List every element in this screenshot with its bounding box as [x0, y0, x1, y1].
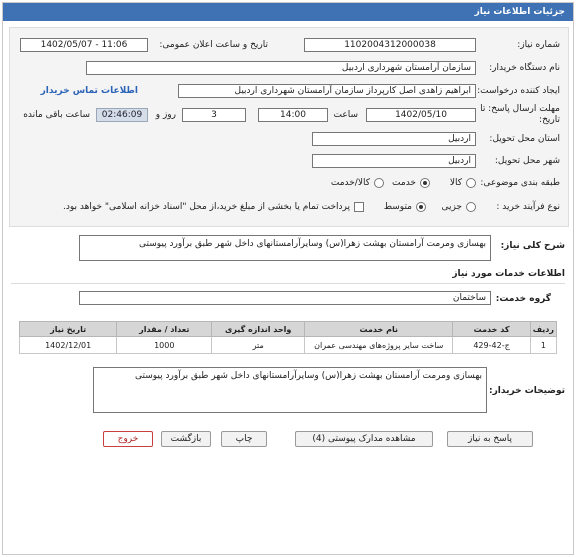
deadline-date-field: 1402/05/10	[366, 108, 476, 122]
category-radio-both[interactable]	[374, 178, 384, 188]
need-details-window	[2, 2, 574, 555]
announce-field: 1402/05/07 - 11:06	[20, 38, 148, 52]
city-field: اردبیل	[312, 154, 476, 168]
category-option-service: خدمت	[392, 178, 416, 188]
buyer-notes-field: بهسازی ومرمت آرامستان بهشت زهرا(س) وسایرآرامستانهای داخل شهر طبق برآورد پیوستی	[93, 367, 487, 413]
need-number-label: شماره نیاز:	[517, 40, 560, 50]
days-field: 3	[182, 108, 246, 122]
column-header-code: کد خدمت	[453, 322, 530, 337]
remaining-time-field: 02:46:09	[96, 108, 148, 122]
summary-label: شرح کلی نیاز:	[500, 241, 565, 251]
treasury-payment-note: پرداخت تمام یا بخشی از مبلغ خرید،از محل "اسناد خزانه اسلامی" خواهد بود.	[62, 202, 350, 212]
days-label: روز و	[155, 110, 176, 120]
services-table-header	[20, 322, 557, 337]
remaining-label: ساعت باقی مانده	[23, 110, 90, 120]
summary-field: بهسازی ومرمت آرامستان بهشت زهرا(س) وسایرآرامستانهای داخل شهر طبق برآورد پیوستی	[79, 235, 491, 261]
buyer-org-field: سازمان آرامستان شهرداری اردبیل	[86, 61, 476, 75]
province-label: استان محل تحویل:	[489, 134, 560, 144]
need-info-panel	[9, 27, 569, 227]
category-option-goods: کالا	[449, 178, 462, 188]
cell-unit: متر	[212, 337, 305, 354]
category-label: طبقه بندی موضوعی:	[480, 178, 560, 188]
exit-button[interactable]: خروج	[103, 431, 153, 447]
purchase-radio-medium[interactable]	[416, 202, 426, 212]
column-header-row: ردیف	[530, 322, 556, 337]
service-group-label: گروه خدمت:	[495, 294, 551, 304]
category-option-both: کالا/خدمت	[330, 178, 370, 188]
column-header-date: تاریخ نیاز	[20, 322, 117, 337]
creator-field: ابراهیم زاهدی اصل کارپرداز سازمان آرامستان شهرداری اردبیل	[178, 84, 476, 98]
print-button[interactable]: چاپ	[221, 431, 267, 447]
purchase-option-minor: جزیی	[441, 202, 462, 212]
table-row	[20, 337, 557, 354]
purchase-option-medium: متوسط	[383, 202, 412, 212]
services-divider	[11, 283, 565, 284]
announce-label: تاریخ و ساعت اعلان عمومی:	[159, 40, 268, 50]
service-group-field: ساختمان	[79, 291, 491, 305]
services-heading: اطلاعات خدمات مورد نیاز	[452, 269, 565, 279]
column-header-quantity: تعداد / مقدار	[117, 322, 212, 337]
reply-button[interactable]: پاسخ به نیاز	[447, 431, 533, 447]
cell-need-date: 1402/12/01	[20, 337, 117, 354]
services-table	[19, 321, 557, 354]
cell-service-name: ساخت سایر پروژه‌های مهندسی عمران	[305, 337, 453, 354]
buyer-contact-link[interactable]: اطلاعات تماس خریدار	[40, 86, 138, 96]
category-radio-goods[interactable]	[466, 178, 476, 188]
need-number-field: 1102004312000038	[304, 38, 476, 52]
column-header-unit: واحد اندازه گیری	[212, 322, 305, 337]
view-attachments-button[interactable]: مشاهده مدارک پیوستی (4)	[295, 431, 433, 447]
creator-label: ایجاد کننده درخواست:	[477, 86, 560, 96]
deadline-label: مهلت ارسال پاسخ: تا تاریخ:	[480, 104, 560, 125]
cell-row-number: 1	[530, 337, 556, 354]
purchase-radio-minor[interactable]	[466, 202, 476, 212]
category-radio-service[interactable]	[420, 178, 430, 188]
cell-quantity: 1000	[117, 337, 212, 354]
deadline-time-label: ساعت	[333, 110, 358, 120]
deadline-time-field: 14:00	[258, 108, 328, 122]
treasury-payment-checkbox[interactable]	[354, 202, 364, 212]
column-header-name: نام خدمت	[305, 322, 453, 337]
buyer-notes-label: توضیحات خریدار:	[489, 386, 565, 396]
buyer-org-label: نام دستگاه خریدار:	[489, 63, 560, 73]
window-title: جزئیات اطلاعات نیاز	[3, 3, 573, 21]
cell-service-code: ج-42-429	[453, 337, 530, 354]
purchase-type-label: نوع فرآیند خرید :	[496, 202, 560, 212]
city-label: شهر محل تحویل:	[494, 156, 560, 166]
back-button[interactable]: بازگشت	[161, 431, 211, 447]
province-field: اردبیل	[312, 132, 476, 146]
